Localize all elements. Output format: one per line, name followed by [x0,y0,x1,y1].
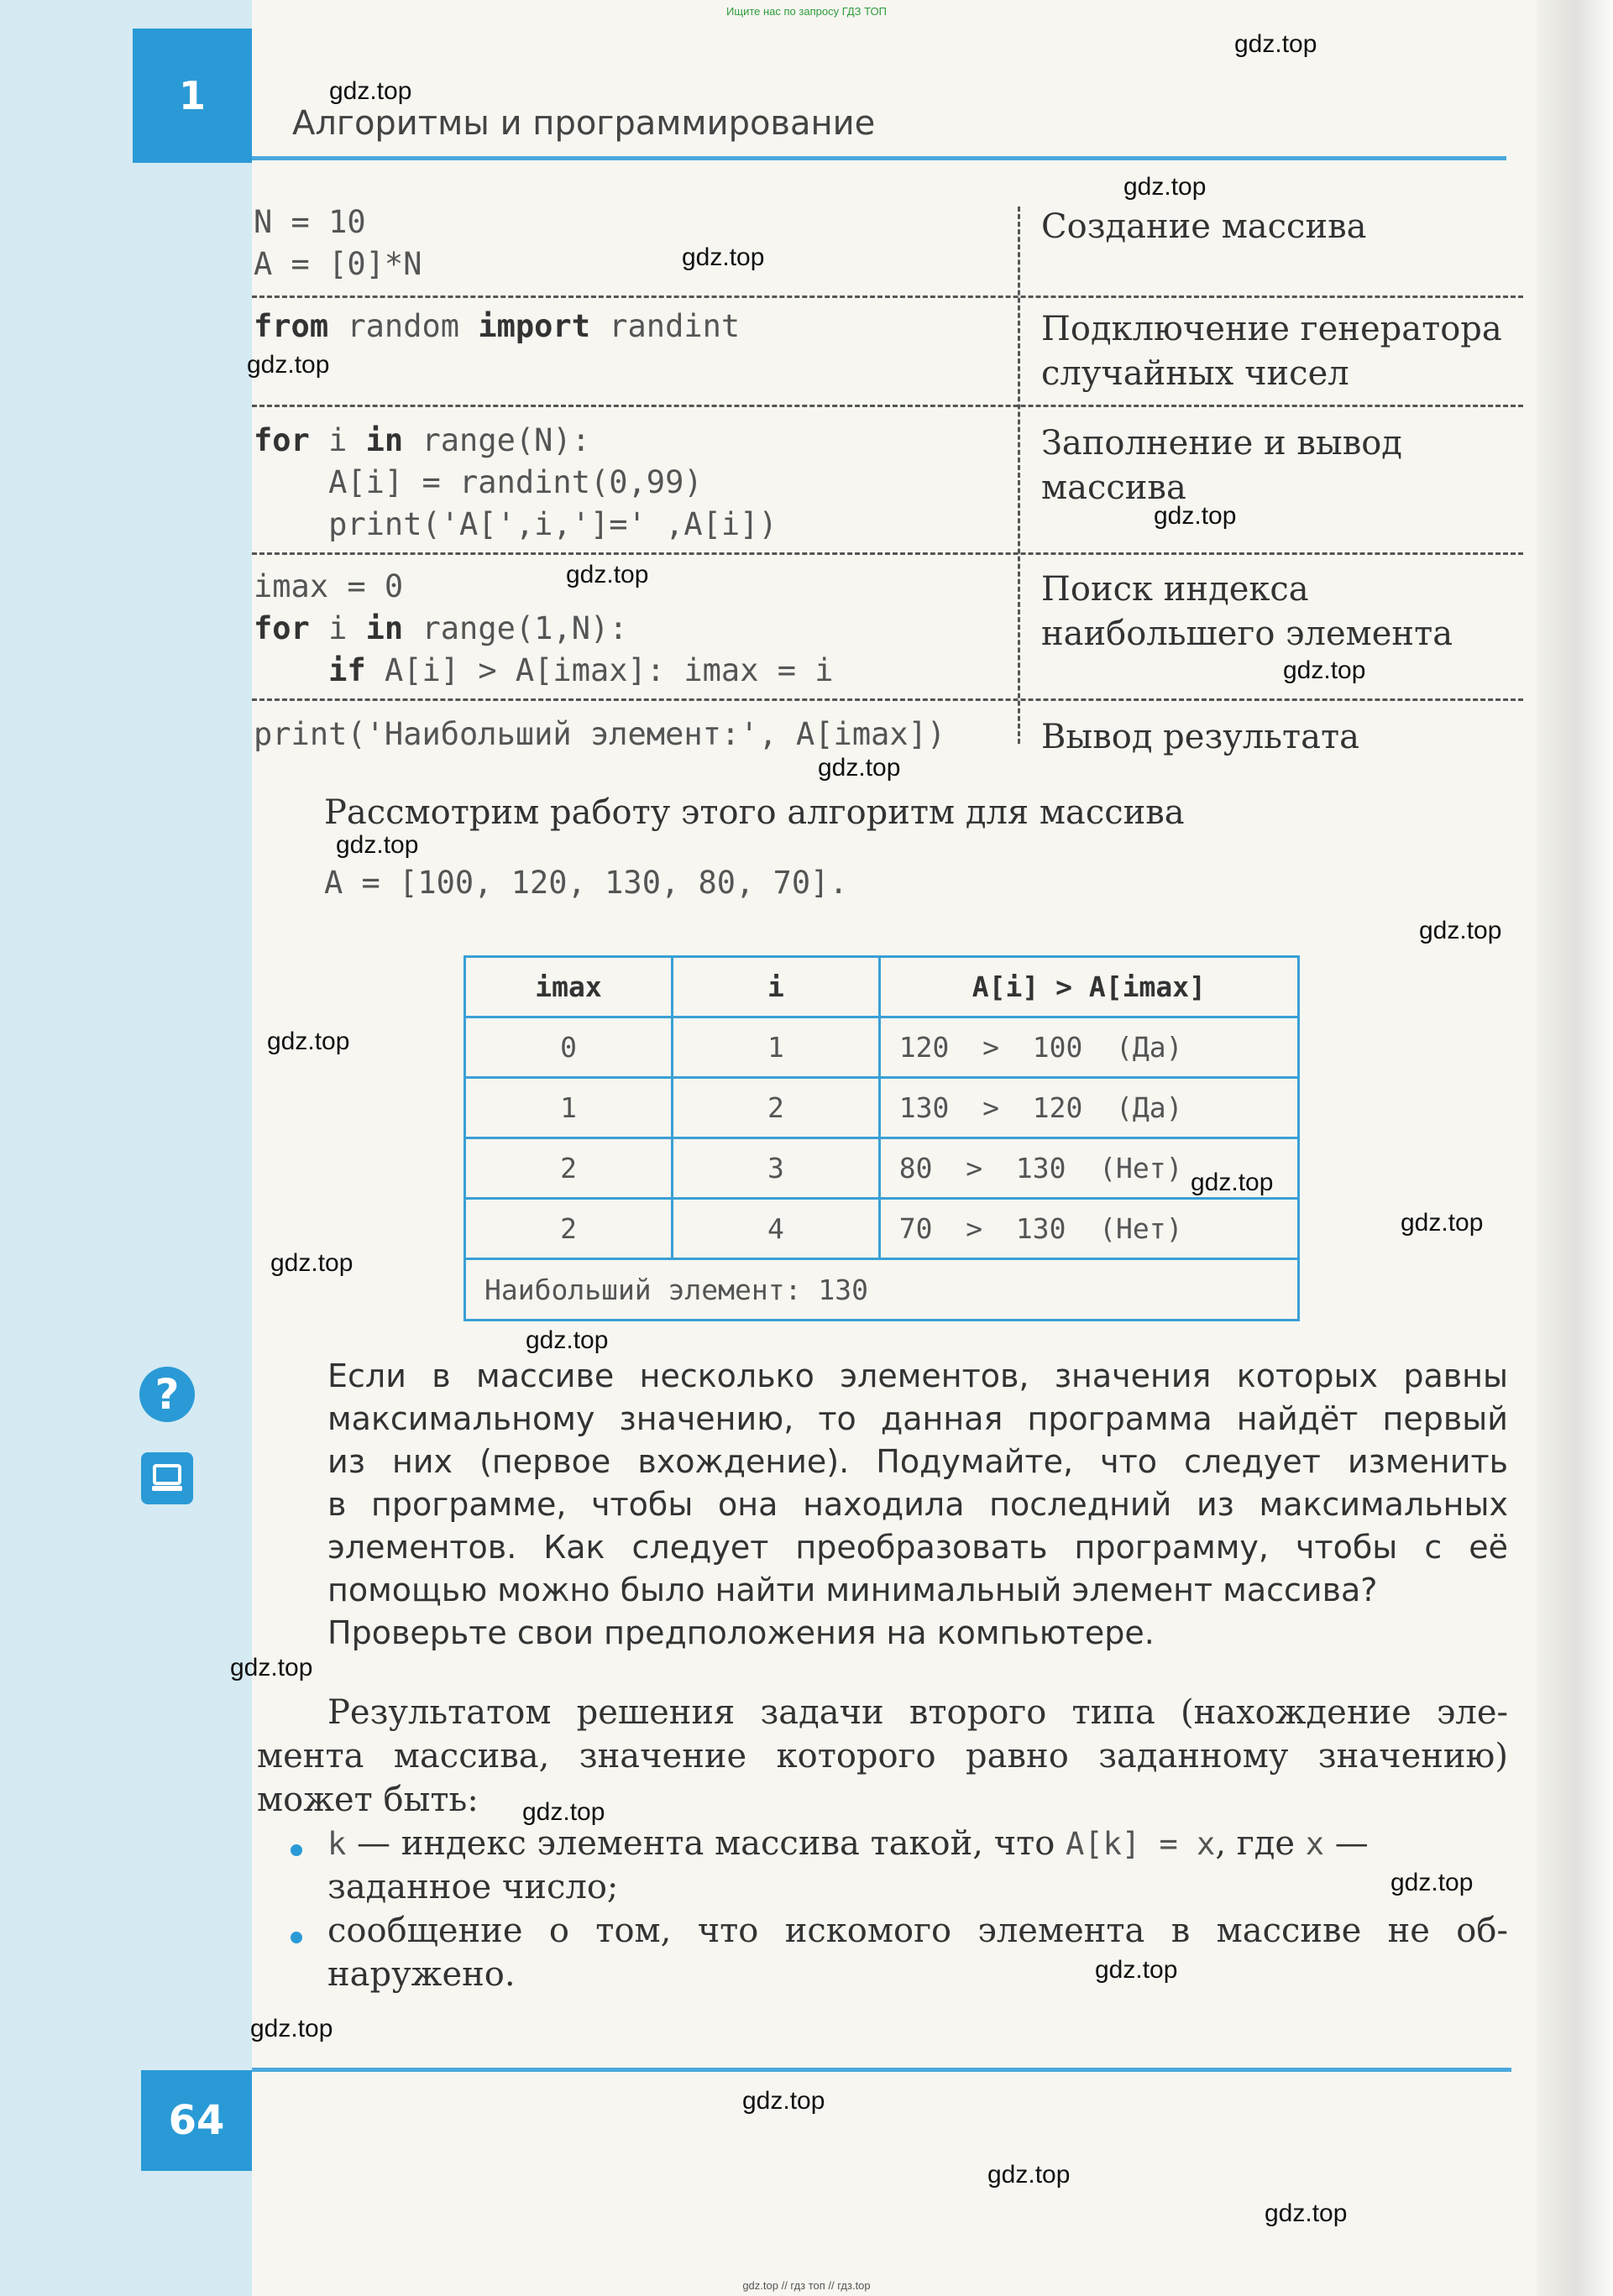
watermark: gdz.top [987,2161,1071,2189]
desc-create-array: Создание массива [1041,207,1367,246]
bullet1-text: — индекс элемента массива такой, что [346,1824,1066,1863]
trace-cell-imax: 1 [465,1078,673,1138]
watermark: gdz.top [1154,502,1237,530]
watermark: gdz.top [1123,173,1207,201]
watermark: gdz.top [1390,1869,1474,1896]
trace-header-condition: A[i] > A[imax] [879,957,1298,1017]
bullet1-where: , где [1215,1824,1306,1863]
watermark: gdz.top [270,1249,353,1277]
bullet1-line1 [327,1822,1369,1866]
bullet1-line2: заданное число; [327,1868,619,1906]
chapter-number: 1 [133,29,252,163]
trace-cell-i: 3 [673,1138,880,1199]
trace-header-i: i [673,957,880,1017]
watermark: gdz.top [1095,1956,1178,1984]
desc-import-line2: случайных чисел [1041,354,1349,393]
bottom-note: gdz.top // гдз топ // гдз.top [742,2279,871,2292]
question-icon: ? [139,1367,195,1422]
trace-footer-row [465,1259,1299,1321]
question-line: в программе, чтобы она находила последний из максимальных [327,1486,1508,1523]
trace-cell-imax: 0 [465,1017,673,1078]
watermark: gdz.top [818,754,901,782]
desc-fill-line1: Заполнение и вывод [1041,424,1402,463]
question-line: Проверьте свои предположения на компьютере. [327,1614,1155,1651]
code-fill-loop: for i in range(N): A[i] = randint(0,99) print('A[',i,']=' ,A[i]) [254,422,778,542]
column-divider [1018,207,1020,744]
desc-search-line2: наибольшего элемента [1041,615,1453,653]
question-line: максимальному значению, то данная программа найдёт первый [327,1400,1508,1437]
page-fold-shadow [1537,0,1613,2296]
question-line: Если в массиве несколько элементов, значения которых равны [327,1357,1508,1394]
bullet2-line1: сообщение о том, что искомого элемента в массиве не об- [327,1912,1508,1950]
watermark: gdz.top [526,1326,609,1354]
code-import: from random import randint [254,308,741,344]
intro-text: Рассмотрим работу этого алгоритм для массива [324,793,1185,832]
trace-cell-condition: 130 > 120 (Да) [879,1078,1298,1138]
watermark: gdz.top [336,831,419,859]
trace-cell-i: 4 [673,1199,880,1259]
desc-import-line1: Подключение генератора [1041,310,1502,348]
table-row [465,1138,1299,1199]
watermark: gdz.top [329,77,412,105]
watermark: gdz.top [522,1798,605,1826]
result-line: может быть: [257,1781,479,1819]
watermark: gdz.top [742,2087,825,2115]
code-print-result: print('Наибольший элемент:', A[imax]) [254,716,946,752]
var-x: x [1305,1826,1325,1862]
watermark: gdz.top [230,1654,313,1681]
trace-header-imax: imax [465,957,673,1017]
watermark: gdz.top [1401,1209,1484,1237]
row-divider [252,552,1523,555]
table-row [465,1078,1299,1138]
question-line: помощью можно было найти минимальный элемент массива? [327,1572,1378,1608]
side-strip [0,0,252,2296]
watermark: gdz.top [682,243,765,271]
page-number: 64 [141,2070,252,2171]
watermark: gdz.top [1191,1169,1274,1196]
bullet-marker [291,1932,302,1943]
watermark: gdz.top [1234,30,1317,58]
watermark: gdz.top [1419,917,1502,944]
desc-fill-line2: массива [1041,468,1186,507]
trace-cell-condition: 70 > 130 (Нет) [879,1199,1298,1259]
bullet2-line2: наружено. [327,1955,516,1994]
watermark: gdz.top [1265,2199,1348,2227]
question-line: из них (первое вхождение). Подумайте, что следует изменить [327,1443,1508,1480]
trace-cell-condition: 120 > 100 (Да) [879,1017,1298,1078]
var-k: k [327,1826,347,1862]
trace-cell-i: 1 [673,1017,880,1078]
bullet-marker [291,1844,302,1856]
trace-table [463,955,1300,1321]
watermark: gdz.top [566,561,649,588]
bullet1-dash: — [1324,1824,1369,1863]
watermark: gdz.top [267,1028,350,1055]
top-note: Ищите нас по запросу ГДЗ ТОП [726,5,887,18]
chapter-title: Алгоритмы и программирование [292,104,876,143]
watermark: gdz.top [250,2015,333,2042]
result-line: мента массива, значение которого равно заданному значению) [257,1737,1508,1776]
desc-search-line1: Поиск индекса [1041,570,1309,609]
trace-cell-imax: 2 [465,1199,673,1259]
question-text [327,1355,1508,1655]
intro-array: A = [100, 120, 130, 80, 70]. [324,865,848,901]
code-search-max: imax = 0 for i in range(1,N): if A[i] > A[imax]: imax = i [254,568,834,688]
computer-icon [141,1452,193,1504]
header-rule [252,156,1506,160]
trace-cell-imax: 2 [465,1138,673,1199]
desc-output: Вывод результата [1041,718,1359,756]
watermark: gdz.top [247,351,330,379]
row-divider [252,405,1523,407]
row-divider [252,295,1523,298]
trace-cell-i: 2 [673,1078,880,1138]
trace-footer: Наибольший элемент: 130 [465,1259,1299,1321]
footer-rule [252,2068,1511,2072]
trace-header-row [465,957,1299,1017]
table-row [465,1017,1299,1078]
trace-cell-condition: 80 > 130 (Нет) [879,1138,1298,1199]
watermark: gdz.top [1283,656,1366,684]
question-line: элементов. Как следует преобразовать программу, чтобы с её [327,1529,1508,1566]
code-create-array: N = 10 A = [0]*N [254,204,422,282]
result-line: Результатом решения задачи второго типа (нахождение эле- [327,1693,1508,1732]
row-divider [252,698,1523,701]
bullet1-expr: A[k] = x [1066,1826,1216,1862]
table-row [465,1199,1299,1259]
